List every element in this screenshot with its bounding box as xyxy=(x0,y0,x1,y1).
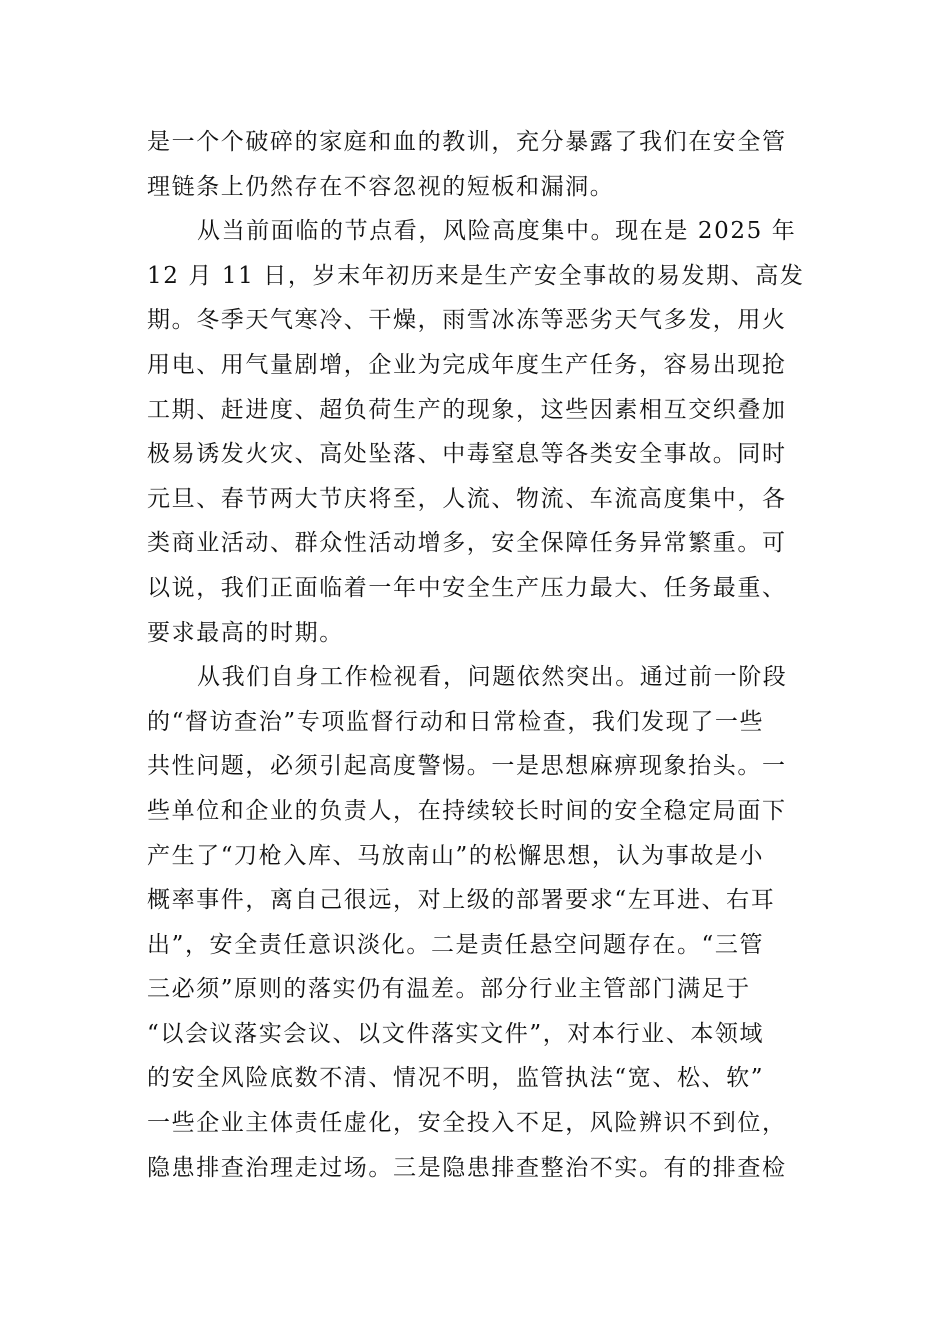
text-line: 元旦、春节两大节庆将至，人流、物流、车流高度集中，各 xyxy=(147,485,787,512)
text-line: 些单位和企业的负责人，在持续较长时间的安全稳定局面下 xyxy=(147,797,787,824)
text-line: 的安全风险底数不清、情况不明，监管执法“宽、松、软” xyxy=(147,1065,765,1092)
text-line: 是一个个破碎的家庭和血的教训，充分暴露了我们在安全管 xyxy=(147,129,787,155)
text-line: 工期、赶进度、超负荷生产的现象，这些因素相互交织叠加 xyxy=(147,396,787,423)
text-line: 隐患排查治理走过场。三是隐患排查整治不实。有的排查检 xyxy=(147,1154,787,1181)
text-line: 12 月 11 日，岁末年初历来是生产安全事故的易发期、高发 xyxy=(147,262,805,289)
paragraph-start-line: 从我们自身工作检视看，问题依然突出。通过前一阶段 xyxy=(197,664,788,691)
text-line: 产生了“刀枪入库、马放南山”的松懈思想，认为事故是小 xyxy=(147,842,765,869)
text-line: 极易诱发火灾、高处坠落、中毒窒息等各类安全事故。同时 xyxy=(147,441,787,468)
text-line: 的“督访查治”专项监督行动和日常检查，我们发现了一些 xyxy=(147,708,765,735)
text-line: 用电、用气量剧增，企业为完成年度生产任务，容易出现抢 xyxy=(147,351,787,378)
text-line: 以说，我们正面临着一年中安全生产压力最大、任务最重、 xyxy=(147,574,787,601)
text-line: 概率事件，离自己很远，对上级的部署要求“左耳进、右耳 xyxy=(147,887,776,914)
text-line: 期。冬季天气寒冷、干燥，雨雪冰冻等恶劣天气多发，用火 xyxy=(147,307,787,334)
text-line: 要求最高的时期。 xyxy=(147,619,344,646)
text-line: 类商业活动、群众性活动增多，安全保障任务异常繁重。可 xyxy=(147,530,787,557)
text-line: 三必须”原则的落实仍有温差。部分行业主管部门满足于 xyxy=(147,976,751,1003)
text-line: 出”，安全责任意识淡化。二是责任悬空问题存在。“三管 xyxy=(147,931,765,958)
document-body xyxy=(147,120,807,1190)
text-line: 一些企业主体责任虚化，安全投入不足，风险辨识不到位， xyxy=(147,1110,787,1137)
text-line: 理链条上仍然存在不容忽视的短板和漏洞。 xyxy=(147,173,615,200)
text-line: 共性问题，必须引起高度警惕。一是思想麻痹现象抬头。一 xyxy=(147,753,787,780)
paragraph-start-line: 从当前面临的节点看，风险高度集中。现在是 2025 年 xyxy=(197,218,797,245)
text-line: “以会议落实会议、以文件落实文件”，对本行业、本领域 xyxy=(147,1020,765,1047)
